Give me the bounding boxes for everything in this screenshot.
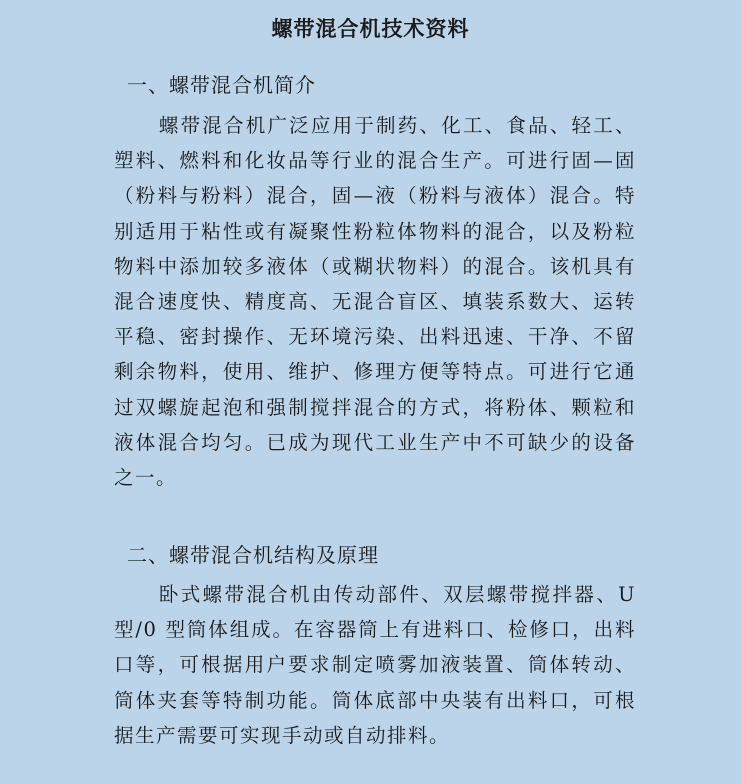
section-body-intro: 螺带混合机广泛应用于制药、化工、食品、轻工、塑料、燃料和化妆品等行业的混合生产。可进行固—固（粉料与粉料）混合，固—液（粉料与液体）混合。特别适用于粘性或有凝聚性粉粒体物料的混合，以及粉粒物料中添加较多液体（或糊状物料）的混合。该机具有混合速度快、精度高、无混合盲区、填装系数大、运转平稳、密封操作、无环境污染、出料迅速、干净、不留剩余物料，使用、维护、修理方便等特点。可进行它通过双螺旋起泡和强制搅拌混合的方式，将粉体、颗粒和液体混合均匀。已成为现代工业生产中不可缺少的设备之一。 <box>114 114 636 490</box>
section-body-structure: 卧式螺带混合机由传动部件、双层螺带搅拌器、U型/0 型筒体组成。在容器筒上有进料口、检修口，出料口等，可根据用户要求制定喷雾加液装置、筒体转动、筒体夹套等特制功能。筒体底部中央装有出料口，可根据生产需要可实现手动或自动排料。 <box>114 583 636 747</box>
section-heading-structure: 二、螺带混合机结构及原理 <box>127 543 379 567</box>
document-title: 螺带混合机技术资料 <box>271 17 470 41</box>
section-heading-intro: 一、螺带混合机简介 <box>127 73 316 97</box>
